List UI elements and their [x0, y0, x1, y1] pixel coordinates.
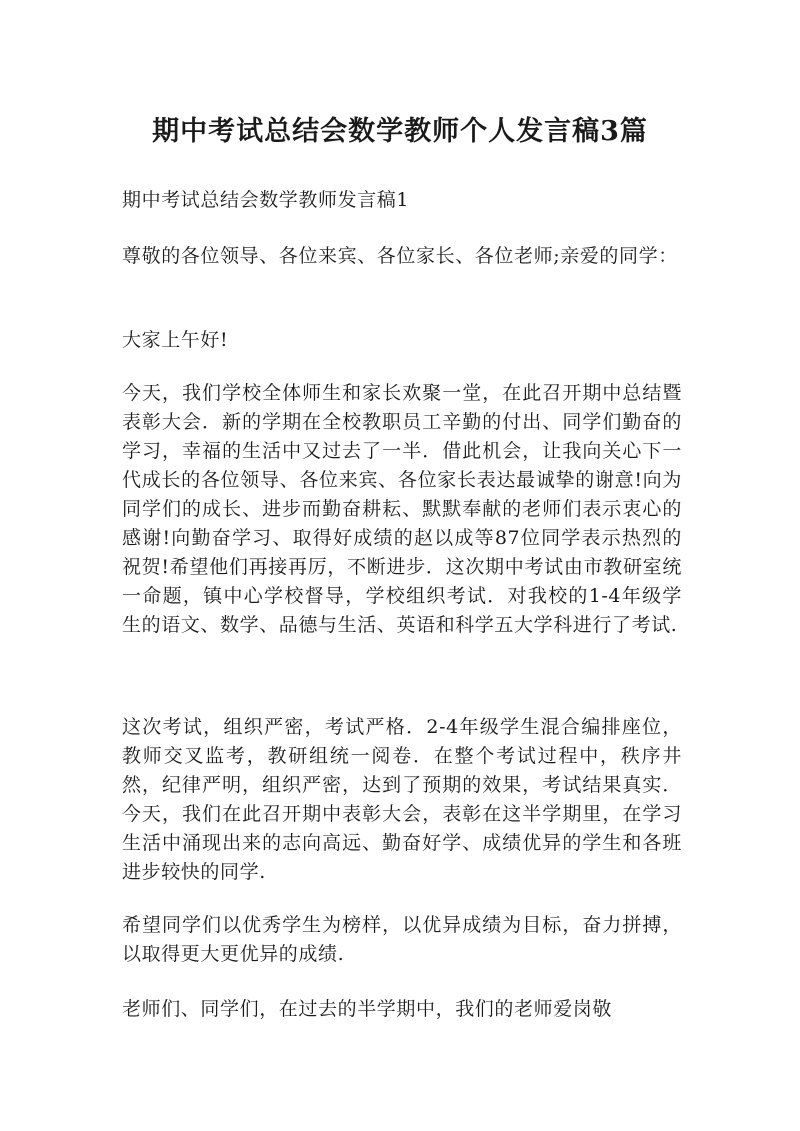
body-paragraph: 老师们、同学们，在过去的半学期中，我们的老师爱岗敬 — [122, 998, 613, 1020]
section-heading: 期中考试总结会数学教师发言稿1 — [122, 189, 410, 211]
body-paragraph: 这次考试，组织严密，考试严格．2-4年级学生混合编排座位，教师交叉监考，教研组统一阅卷．在整个考试过程中，秩序井然，纪律严明，组织严密，达到了预期的效果，考试结果真实．今天，我们在此召开期中表彰大会，表彰在这半学期里，在学习生活中涌现出来的志向高远、勤奋好学、成绩优异的学生和各班进步较快的同学. — [122, 716, 682, 883]
body-paragraph: 今天，我们学校全体师生和家长欢聚一堂，在此召开期中总结暨表彰大会．新的学期在全校教职员工辛勤的付出、同学们勤奋的学习，幸福的生活中又过去了一半．借此机会，让我向关心下一代成长的各位领导、各位来宾、各位家长表达最诚挚的谢意!向为同学们的成长、进步而勤奋耕耘、默默奉献的老师们表示衷心的感谢!向勤奋学习、取得好成绩的赵以成等87位同学表示热烈的祝贺!希望他们再接再厉，不断进步．这次期中考试由市教研室统一命题，镇中心学校督导，学校组织考试．对我校的1-4年级学生的语文、数学、品德与生活、英语和科学五大学科进行了考试. — [122, 382, 682, 636]
document-title: 期中考试总结会数学教师个人发言稿3篇 — [152, 116, 648, 147]
body-paragraph: 希望同学们以优秀学生为榜样，以优异成绩为目标，奋力拼搏，以取得更大更优异的成绩. — [122, 914, 682, 965]
greeting-paragraph: 大家上午好! — [122, 329, 229, 351]
salutation-paragraph: 尊敬的各位领导、各位来宾、各位家长、各位老师;亲爱的同学： — [122, 245, 678, 267]
